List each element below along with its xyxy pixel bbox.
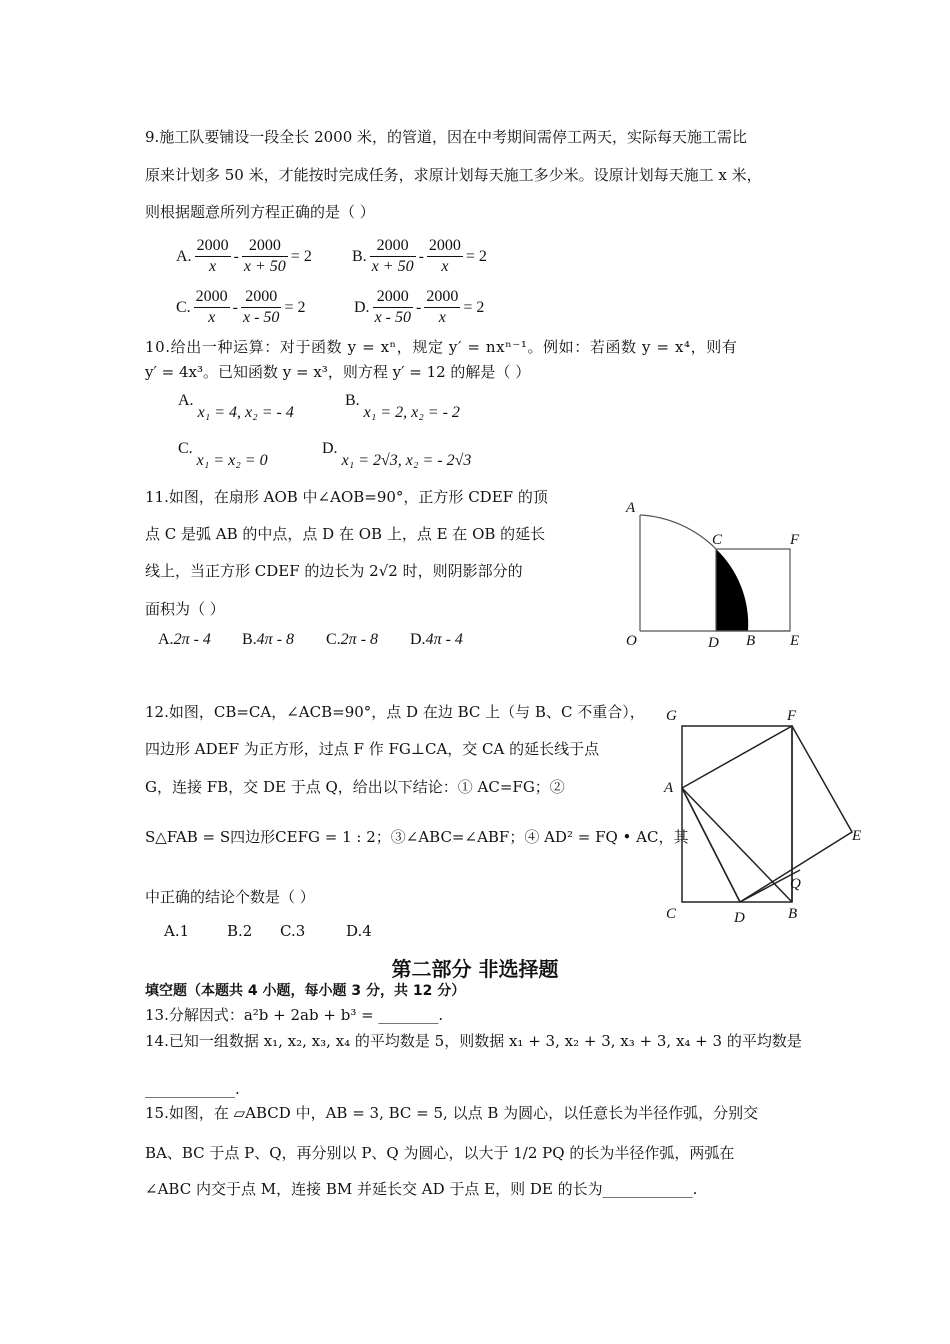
q9-option-b-frac2: $\frac{2000}{x}$ xyxy=(428,237,461,275)
minus-sign: - xyxy=(416,298,422,316)
q12-label-f: F xyxy=(787,708,797,724)
q11-figure xyxy=(610,490,810,660)
q9-option-c-rhs: = 2 xyxy=(284,298,306,316)
q9-option-b[interactable] xyxy=(352,236,487,277)
q11-option-a[interactable] xyxy=(158,631,211,649)
q11-option-d[interactable] xyxy=(410,631,463,649)
q12-label-e: E xyxy=(852,828,862,844)
q12-label-c: C xyxy=(666,906,677,922)
part2-title: 第二部分 非选择题 xyxy=(391,957,559,981)
q11-label-a: A xyxy=(626,500,636,516)
q10-option-d-label: D. xyxy=(322,440,338,457)
q11-option-a-label: A. xyxy=(158,631,174,648)
q9-option-c-frac1: $\frac{2000}{x}$ xyxy=(195,288,228,326)
q12-label-q: Q xyxy=(790,876,801,892)
q9-option-c-label: C. xyxy=(176,298,191,316)
q10-line1: 10.给出一种运算：对于函数 y = xⁿ，规定 y′ = nxⁿ⁻¹。例如：若函数 y = x⁴，则有 xyxy=(145,338,738,356)
q11-line2: 点 C 是弧 AB 的中点，点 D 在 OB 上，点 E 在 OB 的延长 xyxy=(145,525,546,543)
part2-section-heading: 填空题（本题共 4 小题，每小题 3 分，共 12 分） xyxy=(145,983,466,999)
q11-option-c[interactable] xyxy=(326,631,378,649)
q15-line1: 15.如图，在 ▱ABCD 中，AB = 3, BC = 5, 以点 B 为圆心，以任意长为半径作弧，分别交 xyxy=(145,1104,759,1122)
q12-label-g: G xyxy=(666,708,677,724)
q11-line4: 面积为（ ） xyxy=(145,600,225,618)
q12-label-b: B xyxy=(788,906,798,922)
q10-option-a-text: x₁ = 4, x₂ = - 4 xyxy=(197,404,294,421)
q9-line2: 原来计划多 50 米，才能按时完成任务，求原计划每天施工多少米。设原计划每天施工 x 米， xyxy=(145,166,762,184)
q10-option-b-text: x₁ = 2, x₂ = - 2 xyxy=(363,404,460,421)
q9-option-a[interactable] xyxy=(176,236,312,277)
q11-label-d: D xyxy=(708,635,719,651)
q9-option-a-frac2: $\frac{2000}{x + 50}$ xyxy=(243,237,286,275)
q10-option-a[interactable] xyxy=(178,392,294,421)
q9-option-a-label: A. xyxy=(176,247,192,265)
minus-sign: - xyxy=(232,298,238,316)
q9-option-c-frac2: $\frac{2000}{x - 50}$ xyxy=(243,288,280,326)
q12-line3: G，连接 FB，交 DE 于点 Q，给出以下结论：① AC=FG；② xyxy=(145,778,565,796)
q12-line4: S△FAB = S四边形CEFG = 1 : 2；③∠ABC=∠ABF；④ AD² = FQ • AC，其 xyxy=(145,828,689,846)
minus-sign: - xyxy=(233,247,239,265)
q11-option-b-label: B. xyxy=(242,631,257,648)
q11-option-b[interactable] xyxy=(242,631,294,649)
q12-option-a[interactable]: A.1 xyxy=(164,922,190,940)
q9-option-c[interactable] xyxy=(176,287,305,328)
q12-option-b[interactable]: B.2 xyxy=(227,922,253,940)
q11-option-b-text: 4π - 8 xyxy=(256,631,295,648)
q9-option-d[interactable] xyxy=(354,287,484,328)
minus-sign: - xyxy=(418,247,424,265)
q14-line1: 14.已知一组数据 x₁, x₂, x₃, x₄ 的平均数是 5，则数据 x₁ + 3, x₂ + 3, x₃ + 3, x₄ + 3 的平均数是 xyxy=(145,1032,802,1050)
q10-option-a-label: A. xyxy=(178,392,194,409)
q11-line3: 线上，当正方形 CDEF 的边长为 2√2 时，则阴影部分的 xyxy=(145,562,523,580)
q11-label-f: F xyxy=(790,532,800,548)
q15-line2: BA、BC 于点 P、Q，再分别以 P、Q 为圆心，以大于 1/2 PQ 的长为半径作弧，两弧在 xyxy=(145,1144,735,1162)
q9-option-b-frac1: $\frac{2000}{x + 50}$ xyxy=(371,237,414,275)
q9-line1: 9.施工队要铺设一段全长 2000 米，的管道，因在中考期间需停工两天，实际每天施工需比 xyxy=(145,128,748,146)
q11-label-o: O xyxy=(626,633,637,649)
q9-option-d-rhs: = 2 xyxy=(463,298,485,316)
q11-shaded-region xyxy=(716,549,748,631)
q11-label-e: E xyxy=(790,633,800,649)
q10-option-b-label: B. xyxy=(345,392,360,409)
q12-option-c[interactable]: C.3 xyxy=(280,922,306,940)
q9-option-d-label: D. xyxy=(354,298,370,316)
q11-label-c: C xyxy=(712,532,723,548)
q12-line2: 四边形 ADEF 为正方形，过点 F 作 FG⊥CA，交 CA 的延长线于点 xyxy=(145,740,600,758)
q9-option-d-frac1: $\frac{2000}{x - 50}$ xyxy=(374,288,411,326)
q11-option-d-label: D. xyxy=(410,631,426,648)
q11-option-c-label: C. xyxy=(326,631,341,648)
q10-option-d-text: x₁ = 2√3, x₂ = - 2√3 xyxy=(341,452,472,469)
q12-line-ad xyxy=(682,788,740,902)
q9-option-b-label: B. xyxy=(352,247,367,265)
q12-label-a: A xyxy=(664,780,674,796)
q10-option-d[interactable] xyxy=(322,440,472,469)
q10-option-c[interactable] xyxy=(178,440,268,469)
q12-rect-gcbf xyxy=(682,726,792,902)
q15-line3: ∠ABC 内交于点 M，连接 BM 并延长交 AD 于点 E，则 DE 的长为____________. xyxy=(145,1180,698,1198)
q9-option-b-rhs: = 2 xyxy=(465,247,487,265)
q14-line2: ____________. xyxy=(145,1080,240,1098)
q12-label-d: D xyxy=(734,910,745,926)
q9-line3: 则根据题意所列方程正确的是（ ） xyxy=(145,203,375,221)
q10-option-b[interactable] xyxy=(345,392,460,421)
q11-option-d-text: 4π - 4 xyxy=(425,631,463,648)
q11-label-b: B xyxy=(746,633,756,649)
q12-option-d[interactable]: D.4 xyxy=(346,922,372,940)
q11-option-c-text: 2π - 8 xyxy=(340,631,379,648)
q12-line5: 中正确的结论个数是（ ） xyxy=(145,888,315,906)
q12-line1: 12.如图，CB=CA，∠ACB=90°，点 D 在边 BC 上（与 B、C 不重合）， xyxy=(145,703,645,721)
q11-arc-ab xyxy=(640,515,716,549)
q9-option-a-rhs: = 2 xyxy=(290,247,312,265)
q9-option-a-frac1: $\frac{2000}{x}$ xyxy=(196,237,229,275)
q12-line-ab xyxy=(682,788,792,902)
q13-text: 13.分解因式：a²b + 2ab + b³ = ________. xyxy=(145,1006,444,1024)
q10-line2: y′ = 4x³。已知函数 y = x³，则方程 y′ = 12 的解是（ ） xyxy=(145,363,531,381)
q12-figure xyxy=(660,700,870,930)
q9-option-d-frac2: $\frac{2000}{x}$ xyxy=(426,288,459,326)
q11-line1: 11.如图，在扇形 AOB 中∠AOB=90°，正方形 CDEF 的顶 xyxy=(145,488,548,506)
q10-option-c-text: x₁ = x₂ = 0 xyxy=(196,452,268,469)
q10-option-c-label: C. xyxy=(178,440,193,457)
q11-option-a-text: 2π - 4 xyxy=(173,631,211,648)
